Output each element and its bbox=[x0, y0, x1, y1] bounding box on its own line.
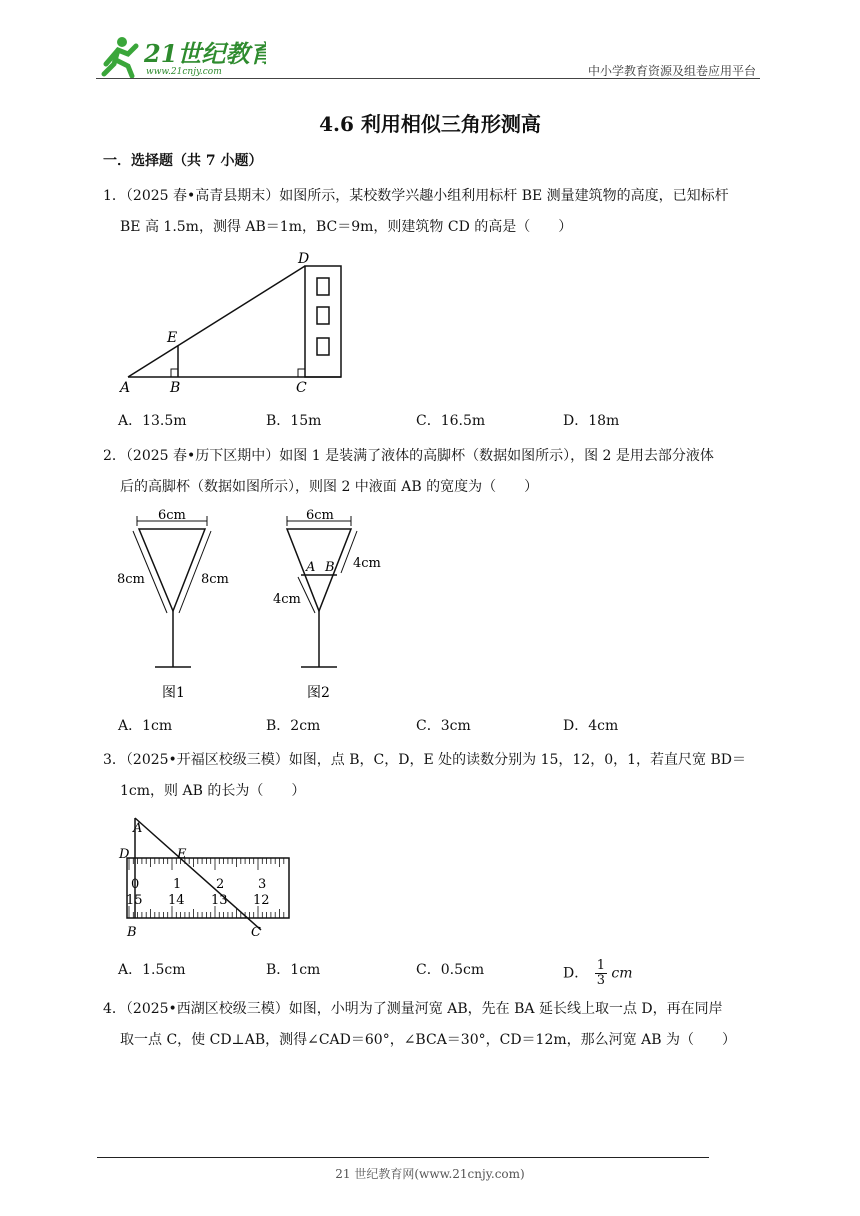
option-d: D．4cm bbox=[563, 718, 619, 734]
question-1-figure bbox=[116, 250, 346, 398]
question-text-line1: （2025 春•高青县期末）如图所示，某校数学兴趣小组利用标杆 BE 测量建筑物的高度，已知标杆 bbox=[125, 188, 729, 204]
ruler-top-1: 1 bbox=[173, 877, 182, 892]
option-d bbox=[563, 959, 633, 988]
goblet-figure-2 bbox=[273, 508, 381, 701]
option-d-fraction: $\frac{1}{3}$ bbox=[596, 958, 605, 988]
ruler-bottom-13: 13 bbox=[211, 893, 228, 908]
fig2-label-B: B bbox=[325, 560, 335, 575]
question-2-figure bbox=[115, 505, 385, 705]
ruler-bottom-14: 14 bbox=[168, 893, 185, 908]
option-b: B．15m bbox=[266, 413, 322, 429]
question-3-figure bbox=[115, 812, 295, 942]
page-title: 4.6 利用相似三角形测高 bbox=[319, 112, 541, 136]
ruler-bottom-15: 15 bbox=[126, 893, 143, 908]
label-D: D bbox=[298, 251, 310, 267]
footer-divider bbox=[97, 1157, 709, 1158]
question-3 bbox=[103, 745, 763, 807]
label-D: D bbox=[119, 847, 130, 862]
header-divider bbox=[96, 78, 760, 79]
fig2-top-label: 6cm bbox=[306, 508, 334, 523]
option-d-label: D． bbox=[563, 965, 589, 982]
label-A: A bbox=[133, 821, 143, 836]
ruler-top-0: 0 bbox=[131, 877, 140, 892]
question-1 bbox=[103, 181, 763, 243]
question-text-line2: 1cm，则 AB 的长为（ ） bbox=[120, 783, 306, 799]
site-logo bbox=[96, 34, 266, 78]
runner-icon bbox=[104, 37, 136, 76]
footer-text: 21 世纪教育网(www.21cnjy.com) bbox=[335, 1167, 525, 1181]
option-a: A．13.5m bbox=[118, 413, 187, 429]
label-E: E bbox=[177, 847, 187, 862]
label-A: A bbox=[120, 380, 131, 396]
fig2-left-label: 4cm bbox=[273, 592, 301, 607]
label-E: E bbox=[167, 330, 178, 346]
fig2-right-label: 4cm bbox=[353, 556, 381, 571]
question-text-line1: （2025•开福区校级三模）如图，点 B，C，D，E 处的读数分别为 15，12，0，1，若直尺宽 BD＝ bbox=[125, 752, 747, 768]
option-d: D．18m bbox=[563, 413, 620, 429]
option-a: A．1cm bbox=[118, 718, 173, 734]
question-number: 3． bbox=[103, 752, 126, 768]
ruler-bottom-12: 12 bbox=[253, 893, 270, 908]
option-c: C．16.5m bbox=[416, 413, 486, 429]
question-number: 4． bbox=[103, 1001, 126, 1017]
fig1-top-label: 6cm bbox=[158, 508, 186, 523]
ruler-top-3: 3 bbox=[258, 877, 267, 892]
option-c: C．3cm bbox=[416, 718, 471, 734]
fig1-caption: 图1 bbox=[162, 685, 185, 701]
question-text-line1: （2025 春•历下区期中）如图 1 是装满了液体的高脚杯（数据如图所示），图 2 是用去部分液体 bbox=[125, 448, 714, 464]
label-C: C bbox=[296, 380, 307, 396]
option-d-unit: cm bbox=[611, 965, 633, 982]
question-number: 2． bbox=[103, 448, 126, 464]
ruler-top-2: 2 bbox=[216, 877, 225, 892]
section-heading: 一．选择题（共 7 小题） bbox=[103, 153, 263, 169]
fig1-right-label: 8cm bbox=[201, 572, 229, 587]
fig2-caption: 图2 bbox=[307, 685, 330, 701]
question-4 bbox=[103, 994, 763, 1056]
option-b: B．1cm bbox=[266, 962, 321, 978]
goblet-figure-1 bbox=[117, 508, 229, 701]
logo-text: 21世纪教育 bbox=[144, 39, 266, 68]
option-a: A．1.5cm bbox=[118, 962, 186, 978]
question-number: 1． bbox=[103, 188, 126, 204]
label-C: C bbox=[251, 925, 261, 940]
question-text-line2: 取一点 C，使 CD⊥AB，测得∠CAD＝60°，∠BCA＝30°，CD＝12m，那么河宽 AB 为（ ） bbox=[120, 1032, 736, 1048]
fig1-left-label: 8cm bbox=[117, 572, 145, 587]
question-text-line2: 后的高脚杯（数据如图所示），则图 2 中液面 AB 的宽度为（ ） bbox=[120, 479, 539, 495]
label-B: B bbox=[170, 380, 181, 396]
question-2 bbox=[103, 441, 763, 503]
option-b: B．2cm bbox=[266, 718, 321, 734]
option-c: C．0.5cm bbox=[416, 962, 485, 978]
question-text-line2: BE 高 1.5m，测得 AB＝1m，BC＝9m，则建筑物 CD 的高是（ ） bbox=[120, 219, 573, 235]
label-B: B bbox=[127, 925, 137, 940]
logo-url: www.21cnjy.com bbox=[146, 67, 222, 77]
question-text-line1: （2025•西湖区校级三模）如图，小明为了测量河宽 AB，先在 BA 延长线上取一点 D，再在同岸 bbox=[125, 1001, 723, 1017]
fig2-label-A: A bbox=[306, 560, 316, 575]
header-platform-text: 中小学教育资源及组卷应用平台 bbox=[587, 64, 756, 78]
